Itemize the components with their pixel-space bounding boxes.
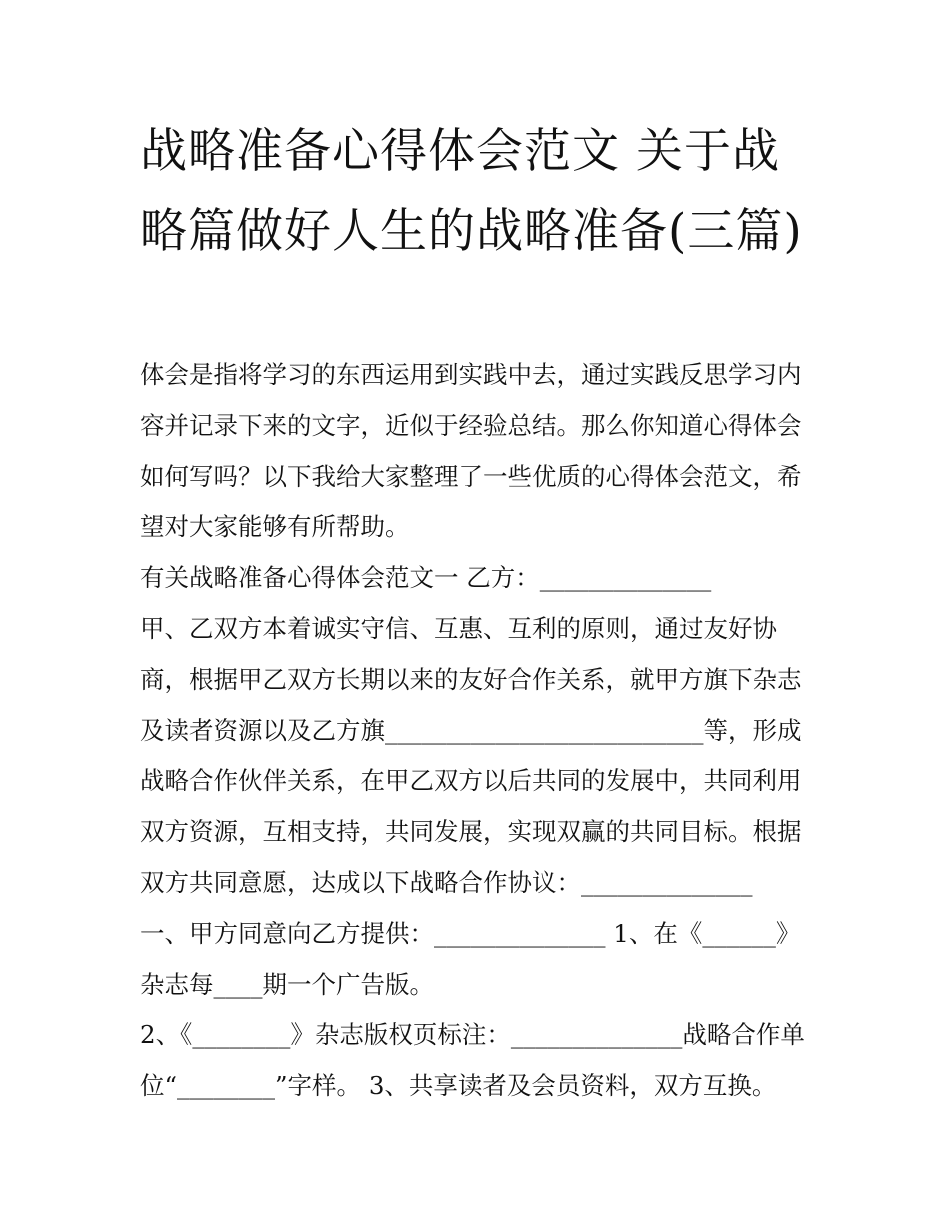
document-body: [140, 350, 820, 1112]
paragraph-clause-one: 一、甲方同意向乙方提供：______________ 1、在《______》杂志每____期一个广告版。: [140, 918, 801, 999]
document-title: 战略准备心得体会范文 关于战略篇做好人生的战略准备(三篇): [140, 124, 803, 259]
paragraph-clause-two: 2、《________》杂志版权页标注：______________战略合作单位“________”字样。 3、共享读者及会员资料，双方互换。: [140, 1020, 805, 1101]
paragraph-heading-one: 有关战略准备心得体会范文一 乙方：______________: [140, 563, 712, 593]
paragraph-intro: 体会是指将学习的东西运用到实践中去，通过实践反思学习内容并记录下来的文字，近似于经验总结。那么你知道心得体会如何写吗？以下我给大家整理了一些优质的心得体会范文，希望对大家能够有所帮助。: [140, 360, 802, 542]
paragraph-agreement: 甲、乙双方本着诚实守信、互惠、互利的原则，通过友好协商，根据甲乙双方长期以来的友好合作关系，就甲方旗下杂志及读者资源以及乙方旗__________________________等，形成战略合作伙伴关系，在甲乙双方以后共同的发展中，共同利用双方资源，互相支持，共同发展，实现双赢的共同目标。根据双方共同意愿，达成以下战略合作协议：______________: [140, 613, 802, 897]
